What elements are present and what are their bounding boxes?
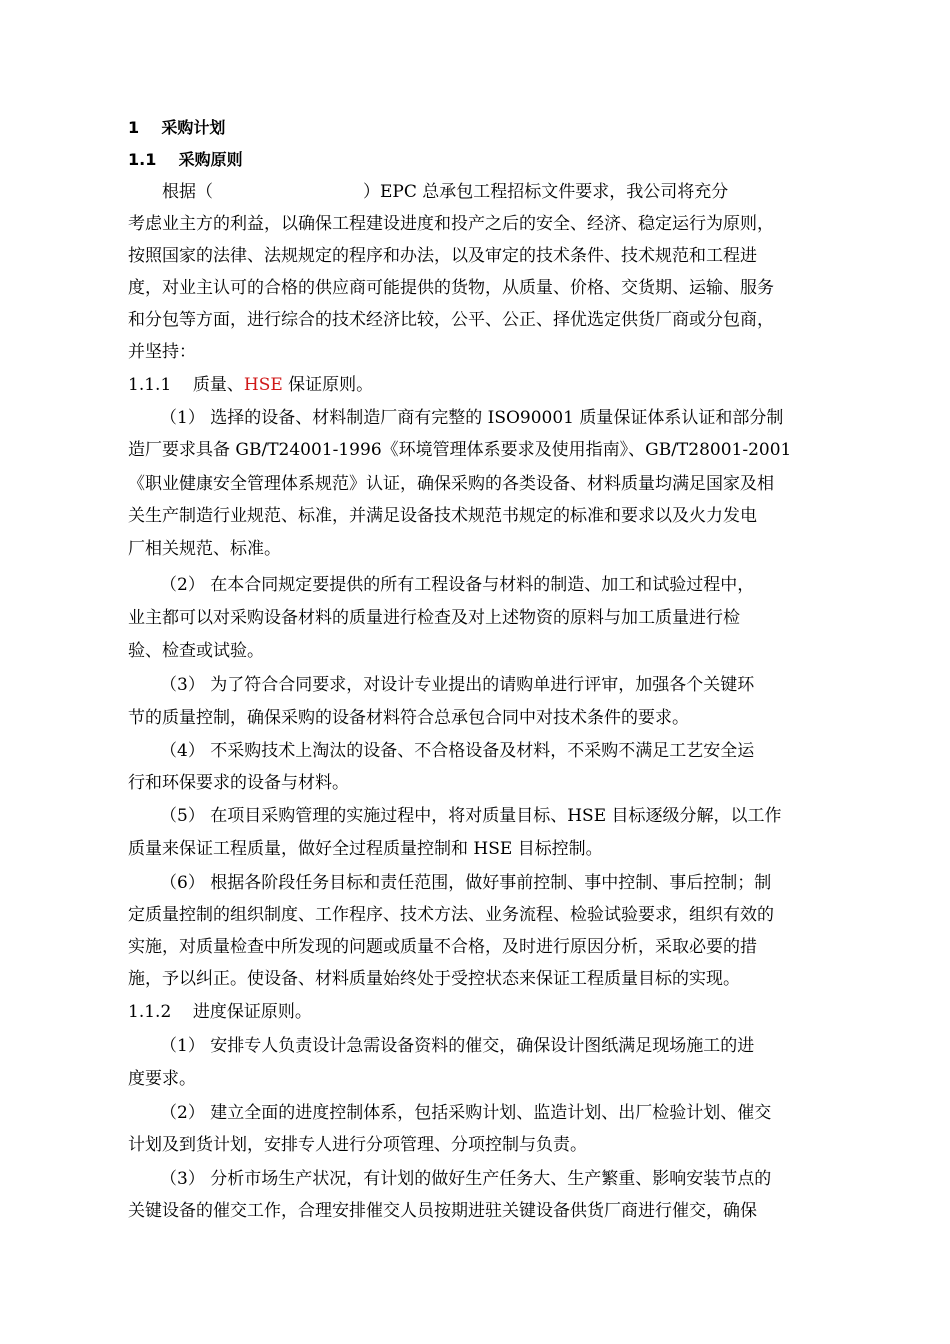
p2-line-1: （2） 在本合同规定要提供的所有工程设备与材料的制造、加工和试验过程中， — [160, 575, 755, 595]
q1-line-1: （1） 安排专人负责设计急需设备资料的催交，确保设计图纸满足现场施工的进 — [160, 1036, 755, 1056]
p1-line-5: 厂相关规范、标准。 — [128, 539, 281, 559]
p6-line-3: 实施，对质量检查中所发现的问题或质量不合格，及时进行原因分析，采取必要的措 — [128, 937, 757, 957]
section-1-1-1-text-b: 保证原则。 — [282, 375, 374, 395]
section-1-1-1-text-a: 质量、 — [192, 375, 244, 395]
section-1-1-2-title: 进度保证原则。 — [192, 1002, 312, 1022]
p3-line-2: 节的质量控制，确保采购的设备材料符合总承包合同中对技术条件的要求。 — [128, 708, 689, 728]
q2-line-2: 计划及到货计划，安排专人进行分项管理、分项控制与负责。 — [128, 1135, 587, 1155]
heading-1-1 — [128, 150, 243, 170]
intro-line-5: 和分包等方面，进行综合的技术经济比较，公平、公正、择优选定供货厂商或分包商， — [128, 310, 774, 330]
p1-line-1: （1） 选择的设备、材料制造厂商有完整的 ISO90001 质量保证体系认证和部分制 — [160, 408, 784, 428]
p3-line-1: （3） 为了符合合同要求，对设计专业提出的请购单进行评审，加强各个关键环 — [160, 675, 755, 695]
section-1-1-2-number: 1.1.2 — [128, 1002, 172, 1022]
p4-line-1: （4） 不采购技术上淘汰的设备、不合格设备及材料，不采购不满足工艺安全运 — [160, 741, 755, 761]
p1-line-2: 造厂要求具备 GB/T24001-1996《环境管理体系要求及使用指南》、GB/T28001-2001 — [128, 440, 792, 460]
intro-line-4: 度，对业主认可的合格的供应商可能提供的货物，从质量、价格、交货期、运输、服务 — [128, 278, 774, 298]
heading-1-title: 采购计划 — [161, 118, 226, 137]
heading-1-1-title: 采购原则 — [178, 150, 243, 169]
p6-line-4: 施，予以纠正。使设备、材料质量始终处于受控状态来保证工程质量目标的实现。 — [128, 969, 740, 989]
p1-line-4: 关生产制造行业规范、标准，并满足设备技术规范书规定的标准和要求以及火力发电 — [128, 506, 757, 526]
p6-line-1: （6） 根据各阶段任务目标和责任范围，做好事前控制、事中控制、事后控制；制 — [160, 873, 772, 893]
p6-line-2: 定质量控制的组织制度、工作程序、技术方法、业务流程、检验试验要求，组织有效的 — [128, 905, 774, 925]
q3-line-2: 关键设备的催交工作，合理安排催交人员按期进驻关键设备供货厂商进行催交，确保 — [128, 1201, 757, 1221]
p5-line-1: （5） 在项目采购管理的实施过程中，将对质量目标、HSE 目标逐级分解，以工作 — [160, 806, 782, 826]
q2-line-1: （2） 建立全面的进度控制体系，包括采购计划、监造计划、出厂检验计划、催交 — [160, 1103, 772, 1123]
intro-line-2: 考虑业主方的利益，以确保工程建设进度和投产之后的安全、经济、稳定运行为原则， — [128, 214, 774, 234]
section-1-1-1-number: 1.1.1 — [128, 375, 172, 395]
p1-line-3: 《职业健康安全管理体系规范》认证，确保采购的各类设备、材料质量均满足国家及相 — [128, 474, 774, 494]
hse-link-text: HSE — [243, 375, 283, 395]
intro-line-1b: ）EPC 总承包工程招标文件要求，我公司将充分 — [363, 182, 729, 202]
intro-line-3: 按照国家的法律、法规规定的程序和办法，以及审定的技术条件、技术规范和工程进 — [128, 246, 757, 266]
p5-line-2: 质量来保证工程质量，做好全过程质量控制和 HSE 目标控制。 — [128, 839, 603, 859]
p4-line-2: 行和环保要求的设备与材料。 — [128, 773, 349, 793]
heading-1-number: 1 — [128, 118, 140, 137]
p2-line-3: 验、检查或试验。 — [128, 641, 264, 661]
q3-line-1: （3） 分析市场生产状况，有计划的做好生产任务大、生产繁重、影响安装节点的 — [160, 1169, 772, 1189]
p2-line-2: 业主都可以对采购设备材料的质量进行检查及对上述物资的原料与加工质量进行检 — [128, 608, 740, 628]
section-1-1-1 — [128, 375, 373, 395]
heading-1-1-number: 1.1 — [128, 150, 157, 169]
heading-1 — [128, 118, 225, 138]
intro-line-6: 并坚持： — [128, 342, 196, 362]
q1-line-2: 度要求。 — [128, 1069, 196, 1089]
section-1-1-2 — [128, 1002, 312, 1022]
intro-line-1a: 根据（ — [162, 182, 213, 202]
intro-line-1 — [162, 182, 728, 202]
